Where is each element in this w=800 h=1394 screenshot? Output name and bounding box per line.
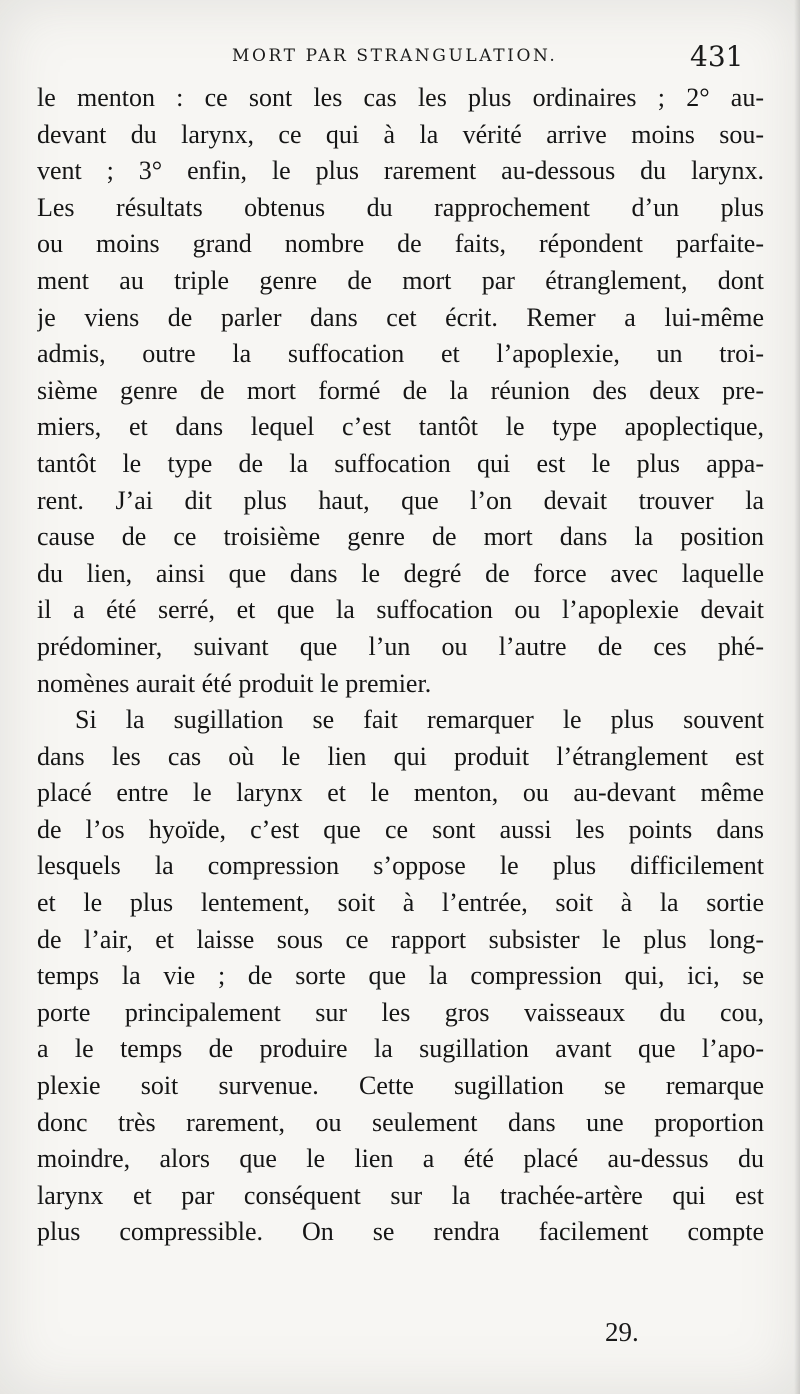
text-line: placé entre le larynx et le menton, ou au-devant même — [37, 778, 764, 808]
text-line: rent. J’ai dit plus haut, que l’on devait trouver la — [37, 485, 764, 515]
page-edge-shadow — [794, 0, 800, 1394]
text-line: vent ; 3° enfin, le plus rarement au-dessous du larynx. — [37, 156, 764, 186]
text-line: a le temps de produire la sugillation avant que l’apo- — [37, 1034, 764, 1064]
page-number: 431 — [690, 40, 744, 73]
text-line: temps la vie ; de sorte que la compression qui, ici, se — [37, 961, 764, 991]
text-line: plus compressible. On se rendra facilement compte — [37, 1217, 764, 1247]
text-line: larynx et par conséquent sur la trachée-artère qui est — [37, 1180, 764, 1210]
text-line: nomènes aurait été produit le premier. — [37, 668, 432, 698]
text-line: et le plus lentement, soit à l’entrée, soit à la sortie — [37, 888, 764, 918]
text-line: je viens de parler dans cet écrit. Remer a lui-même — [37, 302, 764, 332]
text-line: prédominer, suivant que l’un ou l’autre de ces phé- — [37, 631, 764, 661]
text-line: Les résultats obtenus du rapprochement d’un plus — [37, 192, 764, 222]
text-line: donc très rarement, ou seulement dans une proportion — [37, 1107, 764, 1137]
text-line: il a été serré, et que la suffocation ou l’apoplexie devait — [37, 595, 764, 625]
running-title: MORT PAR STRANGULATION. — [232, 46, 558, 66]
text-line: plexie soit survenue. Cette sugillation se remarque — [37, 1071, 764, 1101]
body-text — [37, 80, 764, 1251]
text-line: devant du larynx, ce qui à la vérité arrive moins sou- — [37, 119, 764, 149]
text-line: ment au triple genre de mort par étranglement, dont — [37, 265, 764, 295]
text-line: sième genre de mort formé de la réunion des deux pre- — [37, 375, 764, 405]
text-line: de l’air, et laisse sous ce rapport subsister le plus long- — [37, 924, 764, 954]
text-line: admis, outre la suffocation et l’apoplexie, un troi- — [37, 339, 764, 369]
text-line: du lien, ainsi que dans le degré de force avec laquelle — [37, 558, 764, 588]
text-line: de l’os hyoïde, c’est que ce sont aussi les points dans — [37, 814, 764, 844]
text-line: cause de ce troisième genre de mort dans la position — [37, 522, 764, 552]
text-line: moindre, alors que le lien a été placé au-dessus du — [37, 1144, 764, 1174]
text-line: ou moins grand nombre de faits, répondent parfaite- — [37, 229, 764, 259]
text-line: porte principalement sur les gros vaisseaux du cou, — [37, 997, 764, 1027]
paragraph-2 — [37, 702, 764, 1251]
text-line: lesquels la compression s’oppose le plus difficilement — [37, 851, 764, 881]
text-line: dans les cas où le lien qui produit l’étranglement est — [37, 741, 764, 771]
text-line: miers, et dans lequel c’est tantôt le type apoplectique, — [37, 412, 764, 442]
text-line: le menton : ce sont les cas les plus ordinaires ; 2° au- — [37, 83, 764, 112]
paragraph-1 — [37, 80, 764, 702]
text-line: Si la sugillation se fait remarquer le plus souvent — [75, 705, 764, 735]
signature-mark: 29. — [605, 1317, 639, 1347]
running-head — [0, 38, 800, 78]
text-line: tantôt le type de la suffocation qui est le plus appa- — [37, 448, 764, 478]
